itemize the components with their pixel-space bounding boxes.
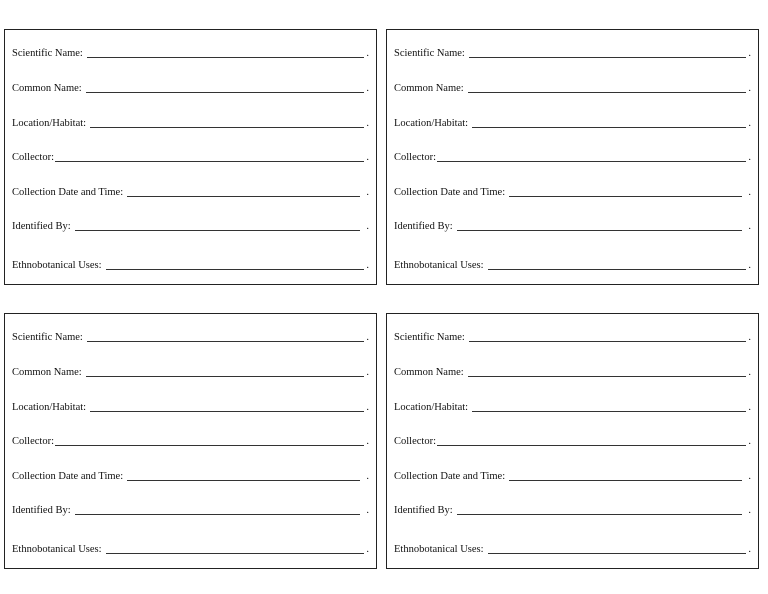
common-name-field	[12, 79, 369, 95]
collector-blank[interactable]	[55, 444, 364, 446]
line-end-dot: .	[366, 367, 369, 378]
location-habitat-blank[interactable]	[472, 126, 746, 128]
collector-blank[interactable]	[55, 160, 364, 162]
identified-by-label: Identified By:	[12, 505, 71, 516]
line-end-dot: .	[748, 187, 751, 198]
ethnobotanical-uses-field	[12, 256, 369, 272]
identified-by-field	[394, 501, 751, 517]
line-end-dot: .	[748, 402, 751, 413]
identified-by-blank[interactable]	[75, 513, 360, 515]
line-end-dot: .	[366, 436, 369, 447]
scientific-name-blank[interactable]	[87, 340, 364, 342]
identified-by-blank[interactable]	[457, 229, 742, 231]
common-name-field	[394, 363, 751, 379]
ethnobotanical-uses-field	[394, 256, 751, 272]
line-end-dot: .	[366, 221, 369, 232]
line-end-dot: .	[748, 332, 751, 343]
collector-field	[394, 148, 751, 164]
common-name-blank[interactable]	[468, 375, 746, 377]
collection-date-time-field	[394, 183, 751, 199]
line-end-dot: .	[366, 505, 369, 516]
specimen-label-card-2	[386, 29, 759, 285]
line-end-dot: .	[366, 187, 369, 198]
identified-by-label: Identified By:	[394, 505, 453, 516]
ethnobotanical-uses-label: Ethnobotanical Uses:	[12, 544, 102, 555]
common-name-field	[394, 79, 751, 95]
collection-date-time-label: Collection Date and Time:	[394, 187, 506, 198]
ethnobotanical-uses-field	[394, 540, 751, 556]
collection-date-time-blank[interactable]	[509, 195, 742, 197]
line-end-dot: .	[366, 544, 369, 555]
line-end-dot: .	[748, 221, 751, 232]
line-end-dot: .	[748, 471, 751, 482]
line-end-dot: .	[366, 48, 369, 59]
line-end-dot: .	[748, 152, 751, 163]
collector-label: Collector:	[394, 436, 436, 447]
scientific-name-blank[interactable]	[469, 56, 746, 58]
line-end-dot: .	[366, 83, 369, 94]
location-habitat-blank[interactable]	[472, 410, 746, 412]
ethnobotanical-uses-blank[interactable]	[106, 552, 364, 554]
line-end-dot: .	[366, 118, 369, 129]
line-end-dot: .	[748, 505, 751, 516]
scientific-name-field	[12, 328, 369, 344]
scientific-name-label: Scientific Name:	[394, 332, 465, 343]
common-name-label: Common Name:	[12, 367, 82, 378]
ethnobotanical-uses-blank[interactable]	[106, 268, 364, 270]
scientific-name-field	[12, 44, 369, 60]
common-name-label: Common Name:	[394, 367, 464, 378]
scientific-name-blank[interactable]	[469, 340, 746, 342]
location-habitat-blank[interactable]	[90, 410, 364, 412]
line-end-dot: .	[748, 260, 751, 271]
location-habitat-field	[12, 398, 369, 414]
collection-date-time-blank[interactable]	[127, 479, 360, 481]
scientific-name-label: Scientific Name:	[394, 48, 465, 59]
collector-label: Collector:	[12, 436, 54, 447]
collector-field	[12, 432, 369, 448]
collector-field	[394, 432, 751, 448]
scientific-name-blank[interactable]	[87, 56, 364, 58]
identified-by-blank[interactable]	[75, 229, 360, 231]
common-name-blank[interactable]	[86, 375, 364, 377]
location-habitat-label: Location/Habitat:	[12, 118, 87, 129]
collector-label: Collector:	[394, 152, 436, 163]
collection-date-time-field	[12, 467, 369, 483]
collection-date-time-field	[12, 183, 369, 199]
scientific-name-label: Scientific Name:	[12, 332, 83, 343]
scientific-name-field	[394, 44, 751, 60]
location-habitat-field	[12, 114, 369, 130]
line-end-dot: .	[748, 118, 751, 129]
scientific-name-field	[394, 328, 751, 344]
collector-blank[interactable]	[437, 444, 746, 446]
ethnobotanical-uses-label: Ethnobotanical Uses:	[12, 260, 102, 271]
identified-by-label: Identified By:	[12, 221, 71, 232]
ethnobotanical-uses-blank[interactable]	[488, 268, 746, 270]
scientific-name-label: Scientific Name:	[12, 48, 83, 59]
common-name-label: Common Name:	[12, 83, 82, 94]
identified-by-field	[12, 501, 369, 517]
identified-by-field	[394, 217, 751, 233]
common-name-label: Common Name:	[394, 83, 464, 94]
line-end-dot: .	[366, 471, 369, 482]
line-end-dot: .	[748, 436, 751, 447]
line-end-dot: .	[748, 544, 751, 555]
specimen-label-card-3	[4, 313, 377, 569]
location-habitat-blank[interactable]	[90, 126, 364, 128]
collection-date-time-field	[394, 467, 751, 483]
line-end-dot: .	[366, 260, 369, 271]
line-end-dot: .	[748, 83, 751, 94]
identified-by-label: Identified By:	[394, 221, 453, 232]
collector-label: Collector:	[12, 152, 54, 163]
common-name-blank[interactable]	[86, 91, 364, 93]
ethnobotanical-uses-label: Ethnobotanical Uses:	[394, 544, 484, 555]
collection-date-time-blank[interactable]	[509, 479, 742, 481]
collection-date-time-blank[interactable]	[127, 195, 360, 197]
location-habitat-label: Location/Habitat:	[394, 402, 469, 413]
collector-field	[12, 148, 369, 164]
line-end-dot: .	[366, 402, 369, 413]
specimen-label-card-1	[4, 29, 377, 285]
collection-date-time-label: Collection Date and Time:	[12, 471, 124, 482]
common-name-blank[interactable]	[468, 91, 746, 93]
location-habitat-label: Location/Habitat:	[12, 402, 87, 413]
line-end-dot: .	[366, 152, 369, 163]
collector-blank[interactable]	[437, 160, 746, 162]
line-end-dot: .	[748, 48, 751, 59]
ethnobotanical-uses-label: Ethnobotanical Uses:	[394, 260, 484, 271]
collection-date-time-label: Collection Date and Time:	[12, 187, 124, 198]
line-end-dot: .	[366, 332, 369, 343]
location-habitat-label: Location/Habitat:	[394, 118, 469, 129]
ethnobotanical-uses-field	[12, 540, 369, 556]
specimen-label-card-4	[386, 313, 759, 569]
location-habitat-field	[394, 398, 751, 414]
ethnobotanical-uses-blank[interactable]	[488, 552, 746, 554]
collection-date-time-label: Collection Date and Time:	[394, 471, 506, 482]
identified-by-field	[12, 217, 369, 233]
common-name-field	[12, 363, 369, 379]
location-habitat-field	[394, 114, 751, 130]
identified-by-blank[interactable]	[457, 513, 742, 515]
line-end-dot: .	[748, 367, 751, 378]
